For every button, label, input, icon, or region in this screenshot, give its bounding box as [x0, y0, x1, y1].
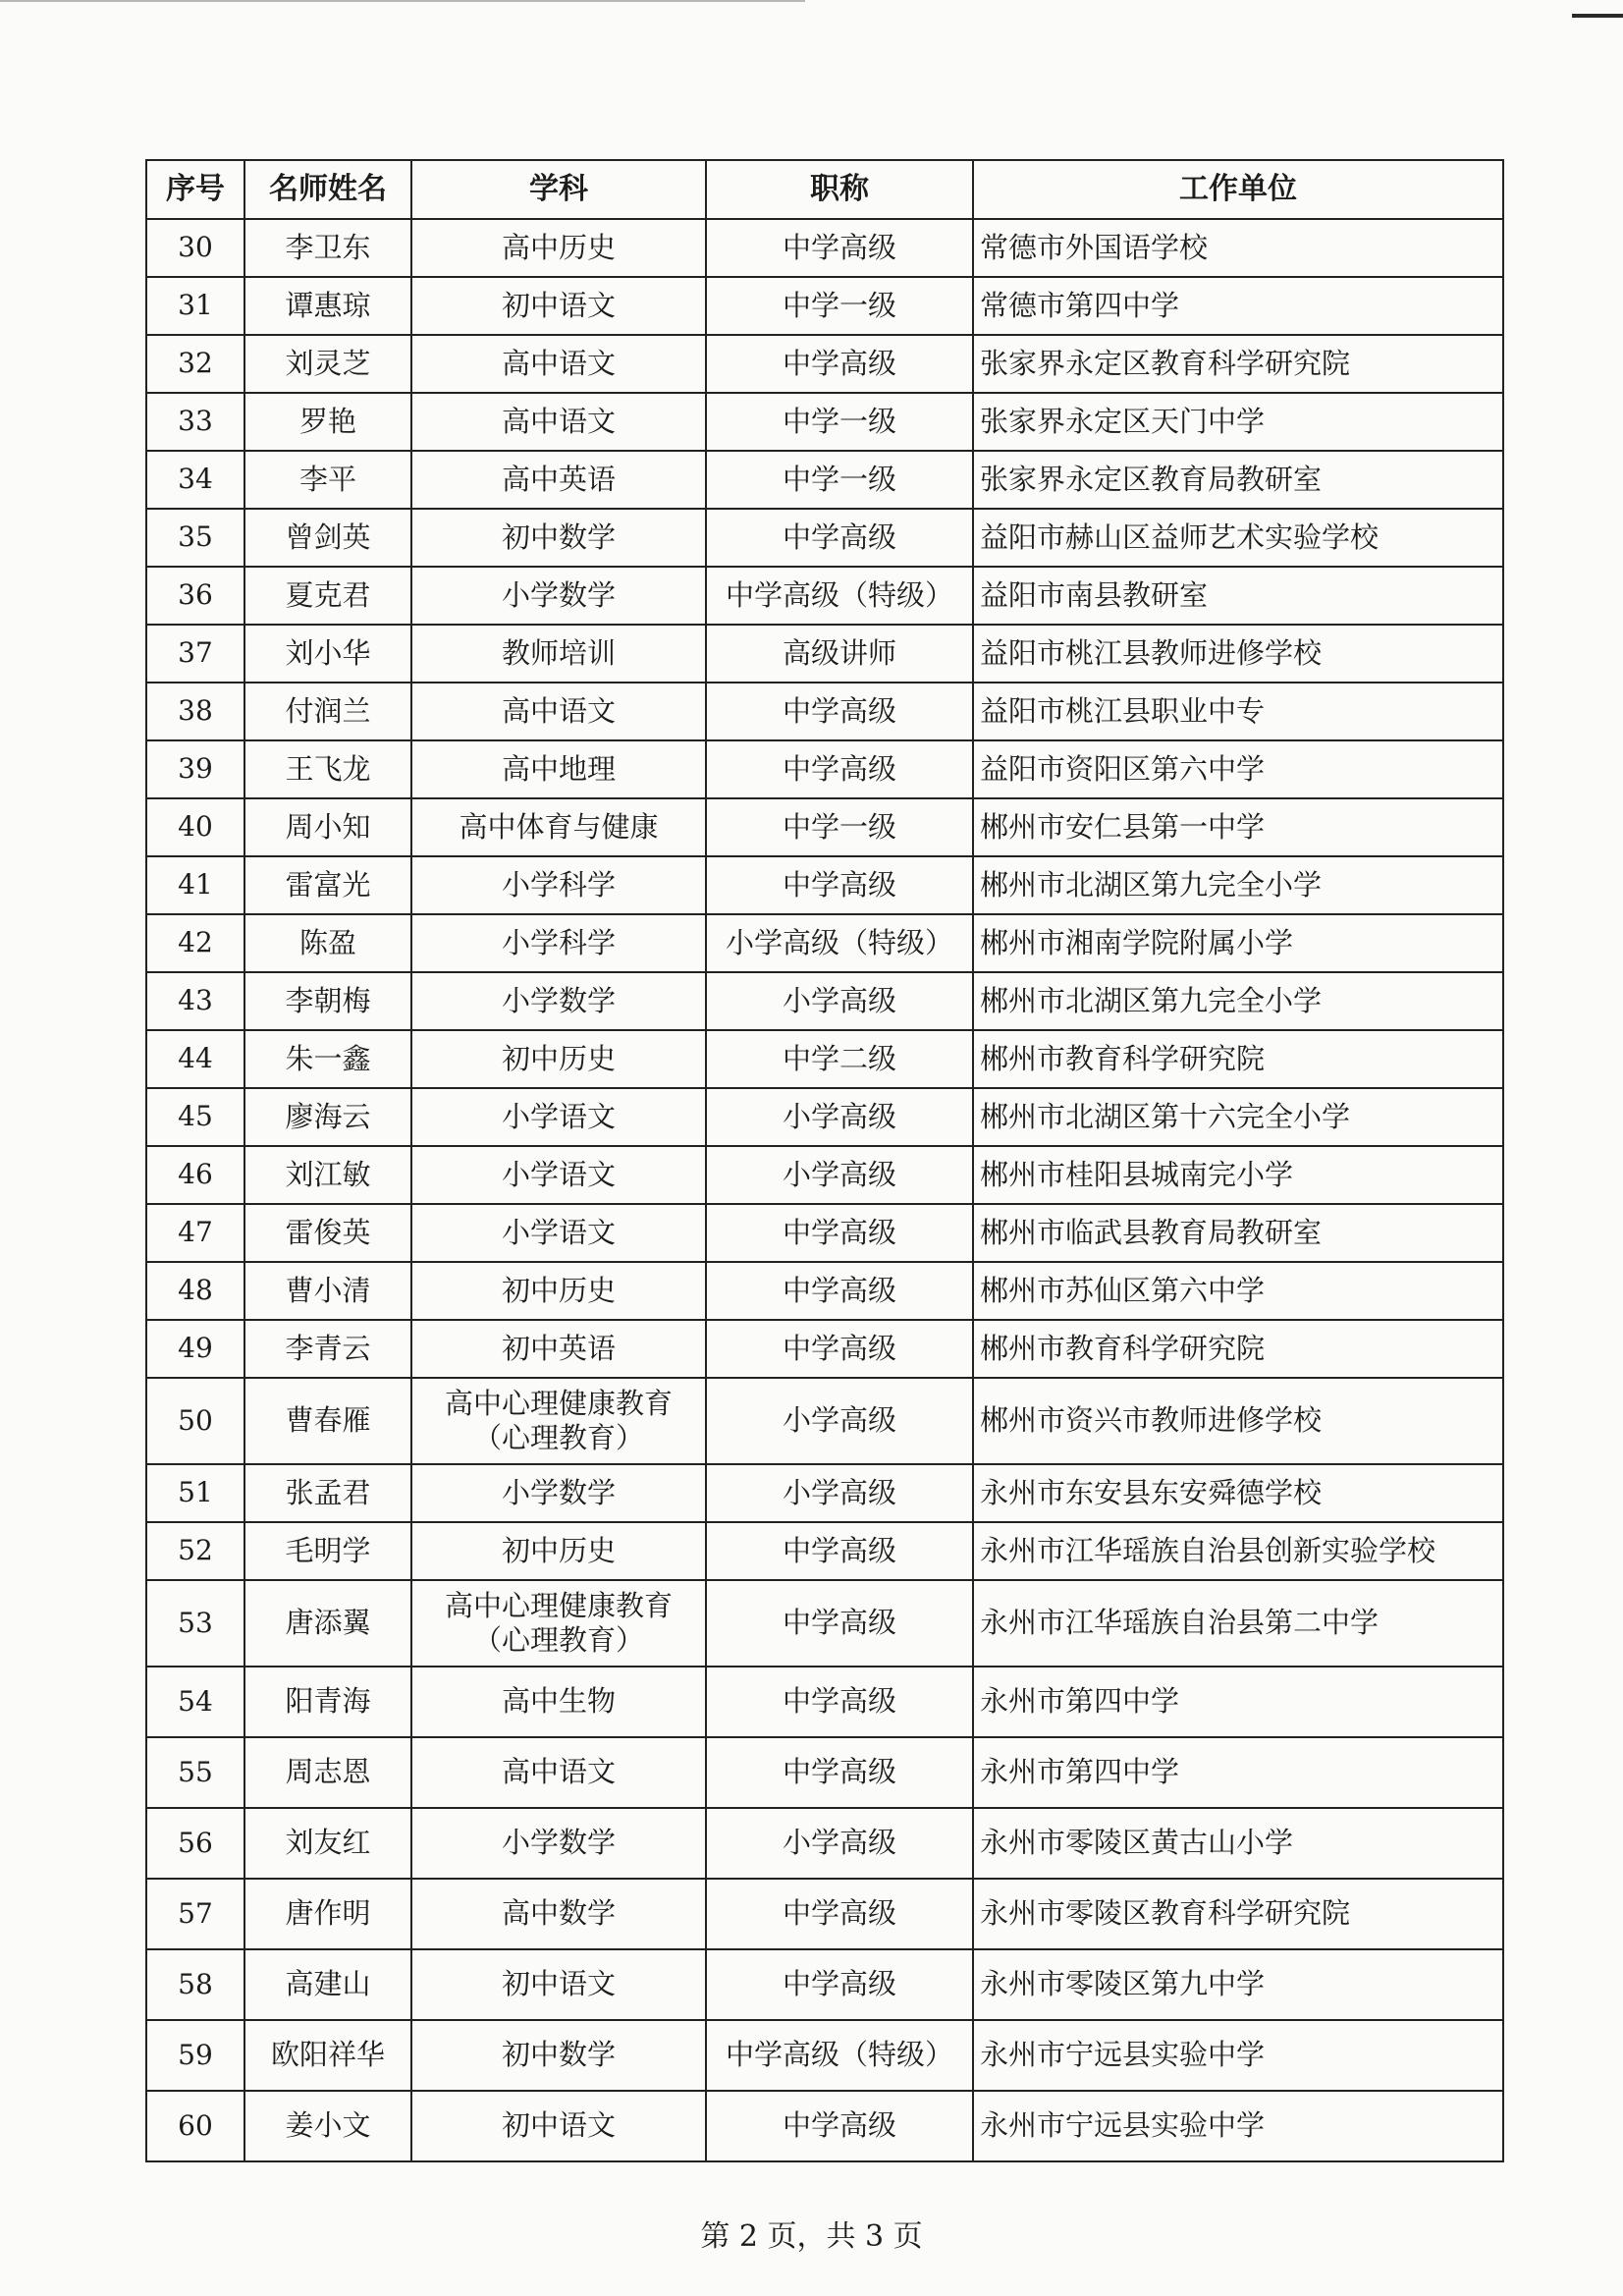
row-serial-no: 44	[146, 1030, 244, 1088]
row-subject: 高中地理	[411, 740, 706, 798]
row-work-unit: 永州市零陵区第九中学	[973, 1949, 1503, 2020]
row-professional-title: 小学高级（特级）	[706, 914, 973, 972]
row-work-unit: 永州市零陵区黄古山小学	[973, 1808, 1503, 1879]
row-subject: 初中英语	[411, 1320, 706, 1378]
row-work-unit: 郴州市桂阳县城南完小学	[973, 1146, 1503, 1204]
row-work-unit: 益阳市桃江县职业中专	[973, 683, 1503, 740]
row-teacher-name: 唐添翼	[244, 1580, 411, 1667]
row-serial-no: 48	[146, 1262, 244, 1320]
row-work-unit: 永州市宁远县实验中学	[973, 2020, 1503, 2091]
row-teacher-name: 李朝梅	[244, 972, 411, 1030]
row-serial-no: 45	[146, 1088, 244, 1146]
table-row	[146, 1464, 1503, 1522]
row-professional-title: 小学高级	[706, 1378, 973, 1464]
row-professional-title: 中学高级	[706, 1320, 973, 1378]
row-professional-title: 中学一级	[706, 277, 973, 335]
row-teacher-name: 谭惠琼	[244, 277, 411, 335]
table-row	[146, 2091, 1503, 2161]
row-serial-no: 59	[146, 2020, 244, 2091]
row-professional-title: 中学高级	[706, 509, 973, 567]
row-work-unit: 郴州市北湖区第十六完全小学	[973, 1088, 1503, 1146]
row-subject: 初中语文	[411, 2091, 706, 2161]
row-teacher-name: 高建山	[244, 1949, 411, 2020]
row-serial-no: 50	[146, 1378, 244, 1464]
row-serial-no: 49	[146, 1320, 244, 1378]
row-serial-no: 36	[146, 567, 244, 625]
row-subject: 初中语文	[411, 277, 706, 335]
row-teacher-name: 陈盈	[244, 914, 411, 972]
row-subject: 初中语文	[411, 1949, 706, 2020]
teacher-list-table	[145, 159, 1504, 2162]
row-subject: 高中生物	[411, 1667, 706, 1737]
row-teacher-name: 付润兰	[244, 683, 411, 740]
row-professional-title: 中学高级	[706, 683, 973, 740]
row-serial-no: 33	[146, 393, 244, 451]
row-serial-no: 60	[146, 2091, 244, 2161]
row-teacher-name: 周小知	[244, 798, 411, 856]
row-subject: 高中心理健康教育 （心理教育）	[411, 1378, 706, 1464]
row-serial-no: 57	[146, 1879, 244, 1949]
row-work-unit: 益阳市资阳区第六中学	[973, 740, 1503, 798]
row-teacher-name: 欧阳祥华	[244, 2020, 411, 2091]
scan-mark	[1572, 14, 1623, 18]
row-professional-title: 中学一级	[706, 451, 973, 509]
row-work-unit: 张家界永定区教育局教研室	[973, 451, 1503, 509]
row-subject: 高中语文	[411, 393, 706, 451]
table-row	[146, 1320, 1503, 1378]
row-professional-title: 中学高级	[706, 1580, 973, 1667]
row-work-unit: 益阳市南县教研室	[973, 567, 1503, 625]
row-serial-no: 34	[146, 451, 244, 509]
row-work-unit: 益阳市赫山区益师艺术实验学校	[973, 509, 1503, 567]
row-work-unit: 张家界永定区天门中学	[973, 393, 1503, 451]
row-professional-title: 中学高级	[706, 219, 973, 277]
row-work-unit: 永州市零陵区教育科学研究院	[973, 1879, 1503, 1949]
row-serial-no: 32	[146, 335, 244, 393]
row-teacher-name: 罗艳	[244, 393, 411, 451]
header-subject: 学科	[411, 160, 706, 219]
row-professional-title: 中学高级	[706, 1879, 973, 1949]
row-teacher-name: 周志恩	[244, 1737, 411, 1808]
row-professional-title: 中学高级	[706, 740, 973, 798]
table-row	[146, 335, 1503, 393]
row-teacher-name: 朱一鑫	[244, 1030, 411, 1088]
row-work-unit: 永州市江华瑶族自治县创新实验学校	[973, 1522, 1503, 1580]
row-teacher-name: 刘友红	[244, 1808, 411, 1879]
row-teacher-name: 姜小文	[244, 2091, 411, 2161]
row-serial-no: 42	[146, 914, 244, 972]
row-subject: 小学语文	[411, 1146, 706, 1204]
row-work-unit: 郴州市北湖区第九完全小学	[973, 856, 1503, 914]
row-subject: 教师培训	[411, 625, 706, 683]
row-work-unit: 郴州市教育科学研究院	[973, 1320, 1503, 1378]
row-teacher-name: 李青云	[244, 1320, 411, 1378]
row-subject: 高中语文	[411, 1737, 706, 1808]
table-header-row	[146, 160, 1503, 219]
row-teacher-name: 刘江敏	[244, 1146, 411, 1204]
row-subject: 高中语文	[411, 335, 706, 393]
row-professional-title: 中学高级	[706, 856, 973, 914]
row-subject: 小学语文	[411, 1204, 706, 1262]
row-teacher-name: 张孟君	[244, 1464, 411, 1522]
table-row	[146, 1146, 1503, 1204]
table-row	[146, 740, 1503, 798]
row-professional-title: 小学高级	[706, 972, 973, 1030]
row-teacher-name: 阳青海	[244, 1667, 411, 1737]
row-work-unit: 张家界永定区教育科学研究院	[973, 335, 1503, 393]
row-professional-title: 中学高级（特级）	[706, 567, 973, 625]
row-subject: 初中历史	[411, 1030, 706, 1088]
row-work-unit: 常德市第四中学	[973, 277, 1503, 335]
table-row	[146, 1030, 1503, 1088]
row-subject: 初中历史	[411, 1522, 706, 1580]
row-professional-title: 中学高级	[706, 335, 973, 393]
row-serial-no: 38	[146, 683, 244, 740]
row-serial-no: 41	[146, 856, 244, 914]
row-professional-title: 中学高级	[706, 1204, 973, 1262]
row-work-unit: 郴州市安仁县第一中学	[973, 798, 1503, 856]
row-serial-no: 39	[146, 740, 244, 798]
table-row	[146, 451, 1503, 509]
row-subject: 高中历史	[411, 219, 706, 277]
row-serial-no: 31	[146, 277, 244, 335]
row-serial-no: 53	[146, 1580, 244, 1667]
scan-edge-line	[0, 0, 805, 2]
row-serial-no: 47	[146, 1204, 244, 1262]
table-row	[146, 1088, 1503, 1146]
table-row	[146, 1204, 1503, 1262]
row-work-unit: 永州市第四中学	[973, 1737, 1503, 1808]
row-subject: 小学科学	[411, 914, 706, 972]
row-subject: 小学科学	[411, 856, 706, 914]
row-professional-title: 中学高级	[706, 1522, 973, 1580]
row-serial-no: 35	[146, 509, 244, 567]
row-teacher-name: 曾剑英	[244, 509, 411, 567]
row-professional-title: 中学一级	[706, 798, 973, 856]
row-subject: 小学语文	[411, 1088, 706, 1146]
row-work-unit: 郴州市教育科学研究院	[973, 1030, 1503, 1088]
row-teacher-name: 李平	[244, 451, 411, 509]
table-body	[146, 219, 1503, 2161]
row-work-unit: 常德市外国语学校	[973, 219, 1503, 277]
row-work-unit: 郴州市湘南学院附属小学	[973, 914, 1503, 972]
row-serial-no: 43	[146, 972, 244, 1030]
row-work-unit: 郴州市北湖区第九完全小学	[973, 972, 1503, 1030]
table-row	[146, 1949, 1503, 2020]
row-subject: 高中语文	[411, 683, 706, 740]
row-work-unit: 郴州市资兴市教师进修学校	[973, 1378, 1503, 1464]
table-row	[146, 914, 1503, 972]
row-work-unit: 永州市东安县东安舜德学校	[973, 1464, 1503, 1522]
row-subject: 小学数学	[411, 1464, 706, 1522]
row-teacher-name: 李卫东	[244, 219, 411, 277]
row-serial-no: 56	[146, 1808, 244, 1879]
header-work-unit: 工作单位	[973, 160, 1503, 219]
row-teacher-name: 曹春雁	[244, 1378, 411, 1464]
table-row	[146, 1737, 1503, 1808]
row-subject: 小学数学	[411, 972, 706, 1030]
row-work-unit: 益阳市桃江县教师进修学校	[973, 625, 1503, 683]
page-number: 第 2 页，共 3 页	[700, 2219, 923, 2254]
table-row	[146, 625, 1503, 683]
table-row	[146, 1667, 1503, 1737]
table-row	[146, 856, 1503, 914]
table-row	[146, 509, 1503, 567]
table-row	[146, 2020, 1503, 2091]
row-teacher-name: 曹小清	[244, 1262, 411, 1320]
row-work-unit: 永州市宁远县实验中学	[973, 2091, 1503, 2161]
table-row	[146, 277, 1503, 335]
table-row	[146, 972, 1503, 1030]
table-row	[146, 1879, 1503, 1949]
row-professional-title: 中学高级	[706, 1262, 973, 1320]
row-subject: 高中心理健康教育 （心理教育）	[411, 1580, 706, 1667]
row-teacher-name: 刘灵芝	[244, 335, 411, 393]
row-professional-title: 中学高级	[706, 1949, 973, 2020]
table-row	[146, 1580, 1503, 1667]
row-teacher-name: 毛明学	[244, 1522, 411, 1580]
row-professional-title: 中学高级	[706, 2091, 973, 2161]
row-professional-title: 中学二级	[706, 1030, 973, 1088]
row-teacher-name: 刘小华	[244, 625, 411, 683]
row-teacher-name: 夏克君	[244, 567, 411, 625]
row-work-unit: 永州市江华瑶族自治县第二中学	[973, 1580, 1503, 1667]
row-work-unit: 郴州市苏仙区第六中学	[973, 1262, 1503, 1320]
row-professional-title: 小学高级	[706, 1088, 973, 1146]
row-serial-no: 30	[146, 219, 244, 277]
row-professional-title: 中学高级	[706, 1737, 973, 1808]
row-subject: 初中历史	[411, 1262, 706, 1320]
table-row	[146, 1378, 1503, 1464]
row-work-unit: 永州市第四中学	[973, 1667, 1503, 1737]
row-subject: 高中数学	[411, 1879, 706, 1949]
table-row	[146, 1522, 1503, 1580]
row-professional-title: 小学高级	[706, 1808, 973, 1879]
table-row	[146, 1262, 1503, 1320]
row-subject: 高中体育与健康	[411, 798, 706, 856]
header-serial-no: 序号	[146, 160, 244, 219]
table-row	[146, 683, 1503, 740]
row-professional-title: 中学高级（特级）	[706, 2020, 973, 2091]
table-row	[146, 567, 1503, 625]
row-professional-title: 小学高级	[706, 1464, 973, 1522]
row-teacher-name: 王飞龙	[244, 740, 411, 798]
row-subject: 小学数学	[411, 567, 706, 625]
row-work-unit: 郴州市临武县教育局教研室	[973, 1204, 1503, 1262]
row-serial-no: 58	[146, 1949, 244, 2020]
table-row	[146, 219, 1503, 277]
row-serial-no: 52	[146, 1522, 244, 1580]
row-teacher-name: 唐作明	[244, 1879, 411, 1949]
row-serial-no: 54	[146, 1667, 244, 1737]
row-serial-no: 51	[146, 1464, 244, 1522]
row-subject: 高中英语	[411, 451, 706, 509]
table-row	[146, 798, 1503, 856]
row-professional-title: 中学一级	[706, 393, 973, 451]
row-teacher-name: 廖海云	[244, 1088, 411, 1146]
header-teacher-name: 名师姓名	[244, 160, 411, 219]
row-serial-no: 37	[146, 625, 244, 683]
row-professional-title: 小学高级	[706, 1146, 973, 1204]
row-serial-no: 46	[146, 1146, 244, 1204]
row-serial-no: 55	[146, 1737, 244, 1808]
row-subject: 初中数学	[411, 509, 706, 567]
row-subject: 初中数学	[411, 2020, 706, 2091]
header-professional-title: 职称	[706, 160, 973, 219]
row-professional-title: 中学高级	[706, 1667, 973, 1737]
table-row	[146, 1808, 1503, 1879]
row-subject: 小学数学	[411, 1808, 706, 1879]
table-row	[146, 393, 1503, 451]
row-teacher-name: 雷俊英	[244, 1204, 411, 1262]
row-serial-no: 40	[146, 798, 244, 856]
row-professional-title: 高级讲师	[706, 625, 973, 683]
row-teacher-name: 雷富光	[244, 856, 411, 914]
